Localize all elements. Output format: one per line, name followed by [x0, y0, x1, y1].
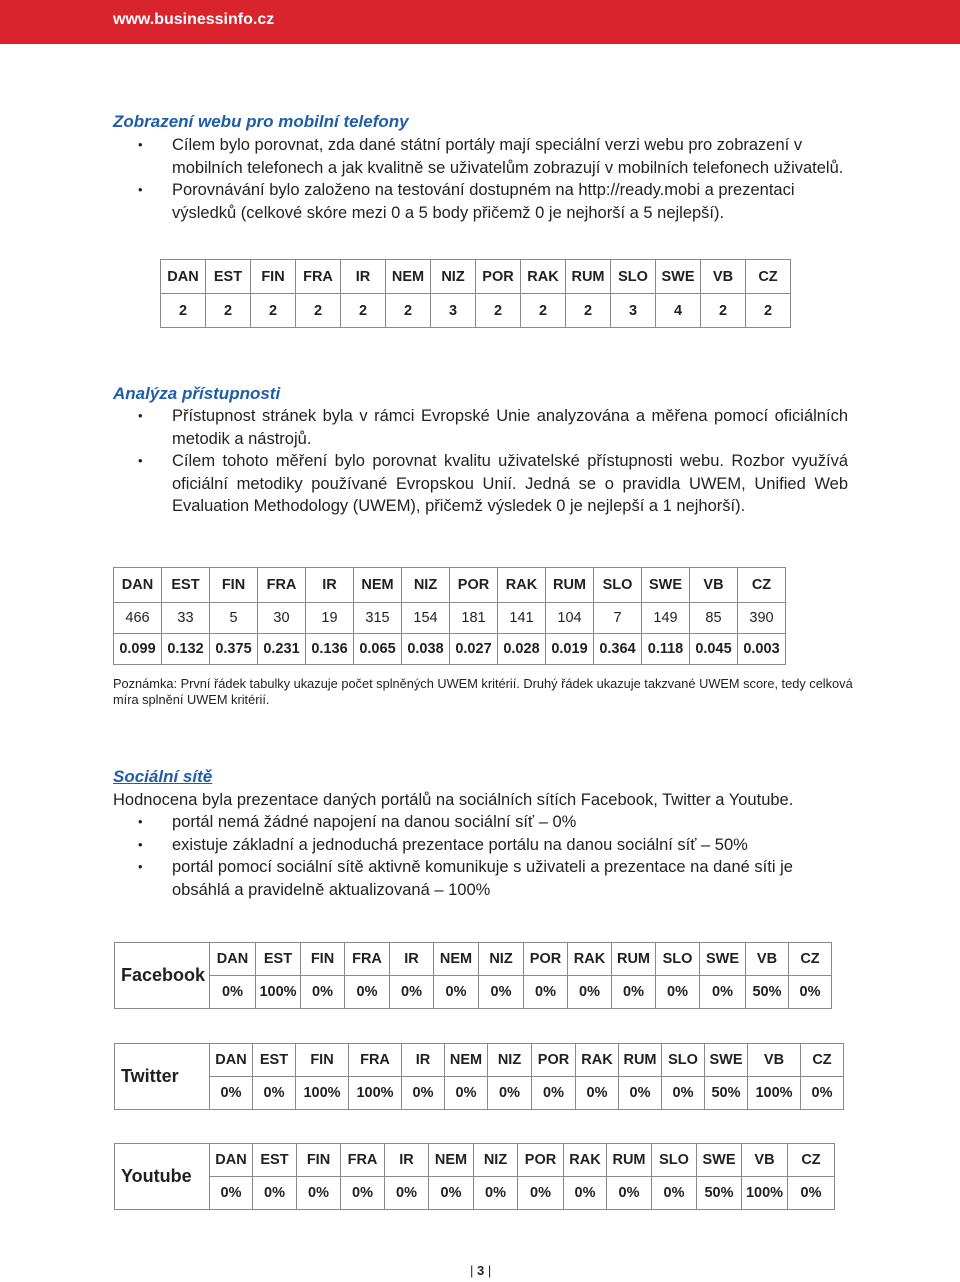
table-cell: 50%	[697, 1177, 742, 1210]
table-cell: 0%	[788, 1177, 835, 1210]
table-cell: 100%	[349, 1077, 402, 1110]
list-item: • Cílem bylo porovnat, zda dané státní portály mají speciální verzi webu pro zobrazení v mobilních telefonech a jak kvalitně se uživatelům zobrazují v mobilních telefonech uživatelů.	[113, 134, 848, 179]
table-header-cell: POR	[524, 943, 568, 976]
table-row	[115, 976, 832, 1009]
mobile-bullets	[113, 134, 848, 224]
table-cell: 0%	[297, 1177, 341, 1210]
table-header-cell: RAK	[521, 260, 566, 294]
twitter-label: Twitter	[115, 1044, 210, 1110]
mobile-score-table	[160, 259, 791, 328]
table-header-cell: SWE	[656, 260, 701, 294]
table-cell: 0%	[619, 1077, 662, 1110]
facebook-label: Facebook	[115, 943, 210, 1009]
table-cell: 141	[498, 603, 546, 634]
table-header-cell: NIZ	[431, 260, 476, 294]
table-cell: 104	[546, 603, 594, 634]
table-header-cell: EST	[253, 1144, 297, 1177]
table-header-cell: POR	[532, 1044, 576, 1077]
table-cell: 19	[306, 603, 354, 634]
table-header-cell: SLO	[662, 1044, 705, 1077]
table-row	[114, 603, 786, 634]
table-header-cell: EST	[162, 568, 210, 603]
table-cell: 100%	[256, 976, 301, 1009]
header-bar	[0, 0, 960, 44]
table-header-cell: SLO	[652, 1144, 697, 1177]
table-header-cell: FRA	[345, 943, 390, 976]
table-header-cell: SWE	[697, 1144, 742, 1177]
table-cell: 0%	[385, 1177, 429, 1210]
table-cell: 0%	[656, 976, 700, 1009]
table-cell: 0%	[253, 1177, 297, 1210]
table-cell: 0%	[210, 1077, 253, 1110]
table-header-cell: RUM	[612, 943, 656, 976]
table-header-cell: VB	[748, 1044, 801, 1077]
table-cell: 0%	[210, 1177, 253, 1210]
table-header-cell: RAK	[576, 1044, 619, 1077]
table-cell: 0%	[662, 1077, 705, 1110]
table-header-cell: FIN	[210, 568, 258, 603]
table-cell: 0%	[345, 976, 390, 1009]
table-header-cell: VB	[746, 943, 789, 976]
table-header-cell: NEM	[386, 260, 431, 294]
table-cell: 0%	[564, 1177, 607, 1210]
table-cell: 0%	[607, 1177, 652, 1210]
twitter-table	[114, 1043, 844, 1110]
table-cell: 0%	[518, 1177, 564, 1210]
accessibility-section-title: Analýza přístupnosti	[113, 384, 281, 403]
table-cell: 0.003	[738, 634, 786, 665]
table-header-cell: DAN	[114, 568, 162, 603]
table-header-cell: FIN	[297, 1144, 341, 1177]
table-header-cell: NEM	[429, 1144, 474, 1177]
table-cell: 0%	[801, 1077, 844, 1110]
table-header-cell: SLO	[594, 568, 642, 603]
table-header-cell: NIZ	[474, 1144, 518, 1177]
table-cell: 0%	[479, 976, 524, 1009]
table-row	[115, 1077, 844, 1110]
table-cell: 0.118	[642, 634, 690, 665]
table-header-cell: FIN	[296, 1044, 349, 1077]
table-header-cell: POR	[450, 568, 498, 603]
table-header-cell: POR	[476, 260, 521, 294]
table-cell: 0%	[390, 976, 434, 1009]
table-cell: 30	[258, 603, 306, 634]
table-cell: 2	[746, 294, 791, 328]
table-header-cell: CZ	[746, 260, 791, 294]
table-cell: 0.065	[354, 634, 402, 665]
table-header-cell: IR	[390, 943, 434, 976]
table-cell: 0.136	[306, 634, 354, 665]
table-cell: 154	[402, 603, 450, 634]
table-cell: 2	[161, 294, 206, 328]
mobile-section-title: Zobrazení webu pro mobilní telefony	[113, 112, 409, 131]
table-header-cell: RAK	[498, 568, 546, 603]
table-header-cell: IR	[306, 568, 354, 603]
table-header-cell: SLO	[611, 260, 656, 294]
table-header-cell: FRA	[341, 1144, 385, 1177]
table-cell: 100%	[296, 1077, 349, 1110]
table-header-cell: VB	[690, 568, 738, 603]
table-cell: 50%	[746, 976, 789, 1009]
table-row	[115, 1177, 835, 1210]
table-cell: 100%	[742, 1177, 788, 1210]
table-header-cell: EST	[253, 1044, 296, 1077]
table-cell: 0%	[568, 976, 612, 1009]
table-cell: 0%	[488, 1077, 532, 1110]
table-cell: 0%	[532, 1077, 576, 1110]
table-row	[161, 294, 791, 328]
table-cell: 149	[642, 603, 690, 634]
list-item: • Porovnávání bylo založeno na testování dostupném na http://ready.mobi a prezentaci výsledků (celkové skóre mezi 0 a 5 body přičemž 0 je nejhorší a 5 nejlepší).	[113, 179, 848, 224]
social-section-title: Sociální sítě	[113, 767, 213, 786]
table-row	[114, 634, 786, 665]
uwem-table	[113, 567, 786, 665]
table-cell: 2	[296, 294, 341, 328]
table-cell: 0%	[341, 1177, 385, 1210]
table-header-cell: FRA	[296, 260, 341, 294]
social-intro: Hodnocena byla prezentace daných portálů na sociálních sítích Facebook, Twitter a Youtube.	[113, 791, 794, 809]
table-cell: 2	[476, 294, 521, 328]
list-item: • Cílem tohoto měření bylo porovnat kvalitu uživatelské přístupnosti webu. Rozbor využívá oficiální metodiky používané Evropskou Unií. Jedná se o pravidla UWEM, Unified Web Evaluation Methodology (UWEM), přičemž výsledek 0 je nejlepší a 1 nejhorší).	[113, 450, 848, 518]
uwem-note: Poznámka: První řádek tabulky ukazuje počet splněných UWEM kritérií. Druhý řádek ukazuje takzvané UWEM score, tedy celková míra splnění UWEM kritérií.	[113, 676, 853, 707]
table-cell: 33	[162, 603, 210, 634]
table-cell: 0%	[700, 976, 746, 1009]
table-header-cell: IR	[385, 1144, 429, 1177]
table-cell: 315	[354, 603, 402, 634]
table-cell: 181	[450, 603, 498, 634]
table-header-cell: FIN	[301, 943, 345, 976]
table-header-cell: SWE	[700, 943, 746, 976]
table-cell: 50%	[705, 1077, 748, 1110]
table-cell: 2	[386, 294, 431, 328]
table-cell: 0%	[789, 976, 832, 1009]
table-cell: 2	[206, 294, 251, 328]
table-cell: 0%	[652, 1177, 697, 1210]
page-number-value: 3	[477, 1263, 485, 1278]
table-cell: 0.019	[546, 634, 594, 665]
table-cell: 0%	[402, 1077, 445, 1110]
table-cell: 0%	[445, 1077, 488, 1110]
table-header-cell: SWE	[705, 1044, 748, 1077]
table-cell: 0.045	[690, 634, 738, 665]
table-cell: 0.038	[402, 634, 450, 665]
table-cell: 0.375	[210, 634, 258, 665]
table-header-cell: IR	[402, 1044, 445, 1077]
table-header-cell: CZ	[738, 568, 786, 603]
table-cell: 0.028	[498, 634, 546, 665]
table-cell: 0%	[474, 1177, 518, 1210]
table-cell: 5	[210, 603, 258, 634]
table-header-cell: FRA	[258, 568, 306, 603]
list-item: • existuje základní a jednoduchá prezentace portálu na danou sociální síť – 50%	[113, 834, 848, 857]
social-bullets	[113, 811, 848, 901]
table-header-cell: CZ	[788, 1144, 835, 1177]
table-cell: 2	[521, 294, 566, 328]
table-header-cell: RAK	[564, 1144, 607, 1177]
table-cell: 0.132	[162, 634, 210, 665]
table-cell: 0.027	[450, 634, 498, 665]
accessibility-bullets	[113, 405, 848, 518]
table-cell: 0.099	[114, 634, 162, 665]
table-cell: 0%	[210, 976, 256, 1009]
table-cell: 0%	[576, 1077, 619, 1110]
table-header-cell: NIZ	[479, 943, 524, 976]
table-header-cell: CZ	[789, 943, 832, 976]
table-header-cell: CZ	[801, 1044, 844, 1077]
table-cell: 2	[341, 294, 386, 328]
table-header-cell: RUM	[546, 568, 594, 603]
table-header-cell: IR	[341, 260, 386, 294]
table-header-cell: VB	[742, 1144, 788, 1177]
table-cell: 3	[431, 294, 476, 328]
table-cell: 0%	[434, 976, 479, 1009]
table-cell: 0.231	[258, 634, 306, 665]
table-header-cell: DAN	[161, 260, 206, 294]
table-cell: 0.364	[594, 634, 642, 665]
list-item: • portál nemá žádné napojení na danou sociální síť – 0%	[113, 811, 848, 834]
table-header-cell: NEM	[354, 568, 402, 603]
table-cell: 2	[701, 294, 746, 328]
table-header-cell: EST	[206, 260, 251, 294]
table-cell: 85	[690, 603, 738, 634]
table-header-cell: DAN	[210, 1044, 253, 1077]
page-number: | 3 |	[470, 1263, 492, 1278]
table-cell: 0%	[253, 1077, 296, 1110]
table-cell: 7	[594, 603, 642, 634]
table-header-cell: NIZ	[402, 568, 450, 603]
youtube-label: Youtube	[115, 1144, 210, 1210]
table-header-cell: SLO	[656, 943, 700, 976]
table-header-cell: FIN	[251, 260, 296, 294]
table-header-cell: NEM	[434, 943, 479, 976]
table-cell: 466	[114, 603, 162, 634]
table-header-cell: NIZ	[488, 1044, 532, 1077]
table-cell: 390	[738, 603, 786, 634]
table-header-row	[114, 568, 786, 603]
table-header-cell: RAK	[568, 943, 612, 976]
table-cell: 3	[611, 294, 656, 328]
table-header-cell: RUM	[566, 260, 611, 294]
facebook-table	[114, 942, 832, 1009]
table-cell: 0%	[301, 976, 345, 1009]
table-header-cell: FRA	[349, 1044, 402, 1077]
site-url[interactable]: www.businessinfo.cz	[113, 11, 275, 28]
table-cell: 100%	[748, 1077, 801, 1110]
table-cell: 2	[251, 294, 296, 328]
table-cell: 2	[566, 294, 611, 328]
youtube-table	[114, 1143, 835, 1210]
table-header-cell: SWE	[642, 568, 690, 603]
table-header-cell: NEM	[445, 1044, 488, 1077]
table-header-cell: RUM	[607, 1144, 652, 1177]
table-header-row	[161, 260, 791, 294]
table-header-cell: DAN	[210, 1144, 253, 1177]
table-cell: 0%	[429, 1177, 474, 1210]
table-cell: 4	[656, 294, 701, 328]
list-item: • portál pomocí sociální sítě aktivně komunikuje s uživateli a prezentace na dané síti je obsáhlá a pravidelně aktualizovaná – 100%	[113, 856, 848, 901]
table-cell: 0%	[612, 976, 656, 1009]
table-header-cell: VB	[701, 260, 746, 294]
table-header-cell: RUM	[619, 1044, 662, 1077]
list-item: • Přístupnost stránek byla v rámci Evropské Unie analyzována a měřena pomocí oficiálních metodik a nástrojů.	[113, 405, 848, 450]
table-header-cell: POR	[518, 1144, 564, 1177]
table-header-cell: DAN	[210, 943, 256, 976]
table-cell: 0%	[524, 976, 568, 1009]
table-header-cell: EST	[256, 943, 301, 976]
